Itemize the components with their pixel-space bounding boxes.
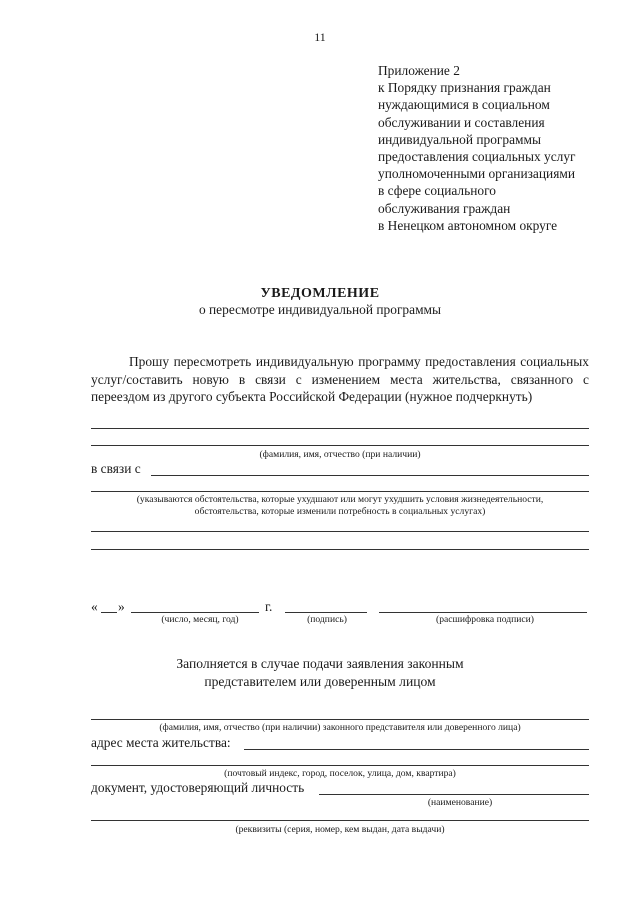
appendix-line: предоставления социальных услуг bbox=[378, 149, 576, 165]
address-caption: (почтовый индекс, город, поселок, улица, дом, квартира) bbox=[224, 768, 456, 779]
signature-line[interactable] bbox=[285, 612, 367, 613]
appendix-line: нуждающимися в социальном bbox=[378, 97, 550, 113]
applicant-name-line-1[interactable] bbox=[91, 428, 589, 429]
document-details-caption: (реквизиты (серия, номер, кем выдан, дата выдачи) bbox=[235, 824, 445, 835]
month-year-line[interactable] bbox=[131, 612, 259, 613]
appendix-line: в Ненецком автономном округе bbox=[378, 217, 558, 233]
date-caption: (число, месяц, год) bbox=[161, 614, 239, 625]
identity-document-line[interactable] bbox=[319, 794, 589, 795]
identity-document-label: документ, удостоверяющий личность bbox=[91, 780, 305, 795]
circumstances-line-4[interactable] bbox=[91, 549, 589, 550]
representative-note-line-1: Заполняется в случае подачи заявления законным bbox=[176, 656, 464, 671]
fio-caption: (фамилия, имя, отчество (при наличии) bbox=[259, 449, 421, 460]
representative-name-line[interactable] bbox=[91, 719, 589, 720]
document-name-caption: (наименование) bbox=[427, 797, 493, 808]
appendix-line: обслуживании и составления bbox=[378, 114, 545, 130]
representative-fio-caption: (фамилия, имя, отчество (при наличии) законного представителя или доверенного лица) bbox=[159, 722, 521, 733]
document-title: УВЕДОМЛЕНИЕ bbox=[260, 286, 380, 301]
year-suffix: г. bbox=[265, 599, 273, 614]
circumstances-caption-1: (указываются обстоятельства, которые ухудшают или могут ухудшить условия жизнедеятельности, bbox=[136, 494, 544, 505]
request-text: Прошу пересмотреть индивидуальную программу предоставления социальных услуг/составить новую в связи с изменением места жительства, связанного с переездом из другого субъекта Российской Федерации (нужное подчеркнуть) bbox=[91, 354, 589, 404]
appendix-line: Приложение 2 bbox=[378, 63, 460, 78]
document-subtitle: о пересмотре индивидуальной программы bbox=[198, 302, 442, 317]
circumstances-line-1[interactable] bbox=[151, 475, 589, 476]
request-paragraph bbox=[91, 353, 589, 406]
appendix-line: индивидуальной программы bbox=[378, 131, 541, 147]
page-number: 11 bbox=[314, 30, 326, 44]
signature-decoding-caption: (расшифровка подписи) bbox=[436, 614, 534, 625]
in-connection-label: в связи с bbox=[91, 461, 141, 476]
circumstances-line-3[interactable] bbox=[91, 531, 589, 532]
signature-caption: (подпись) bbox=[307, 614, 347, 625]
date-close-quote: » bbox=[118, 599, 125, 614]
address-line-2[interactable] bbox=[91, 765, 589, 766]
appendix-line: обслуживания граждан bbox=[378, 200, 511, 216]
circumstances-caption-2: обстоятельства, которые изменили потребность в социальных услугах) bbox=[194, 506, 486, 517]
appendix-line: в сфере социального bbox=[378, 183, 496, 199]
day-line[interactable] bbox=[101, 612, 117, 613]
address-line-1[interactable] bbox=[244, 749, 589, 750]
address-label: адрес места жительства: bbox=[91, 735, 231, 750]
representative-note-line-2: представителем или доверенным лицом bbox=[204, 674, 436, 689]
applicant-name-line-2[interactable] bbox=[91, 445, 589, 446]
date-open-quote: « bbox=[91, 599, 98, 614]
document-details-line[interactable] bbox=[91, 820, 589, 821]
appendix-line: к Порядку признания граждан bbox=[378, 80, 551, 96]
signature-decoding-line[interactable] bbox=[379, 612, 587, 613]
circumstances-line-2[interactable] bbox=[91, 491, 589, 492]
appendix-header bbox=[378, 62, 576, 234]
appendix-line: уполномоченными организациями bbox=[378, 166, 576, 182]
